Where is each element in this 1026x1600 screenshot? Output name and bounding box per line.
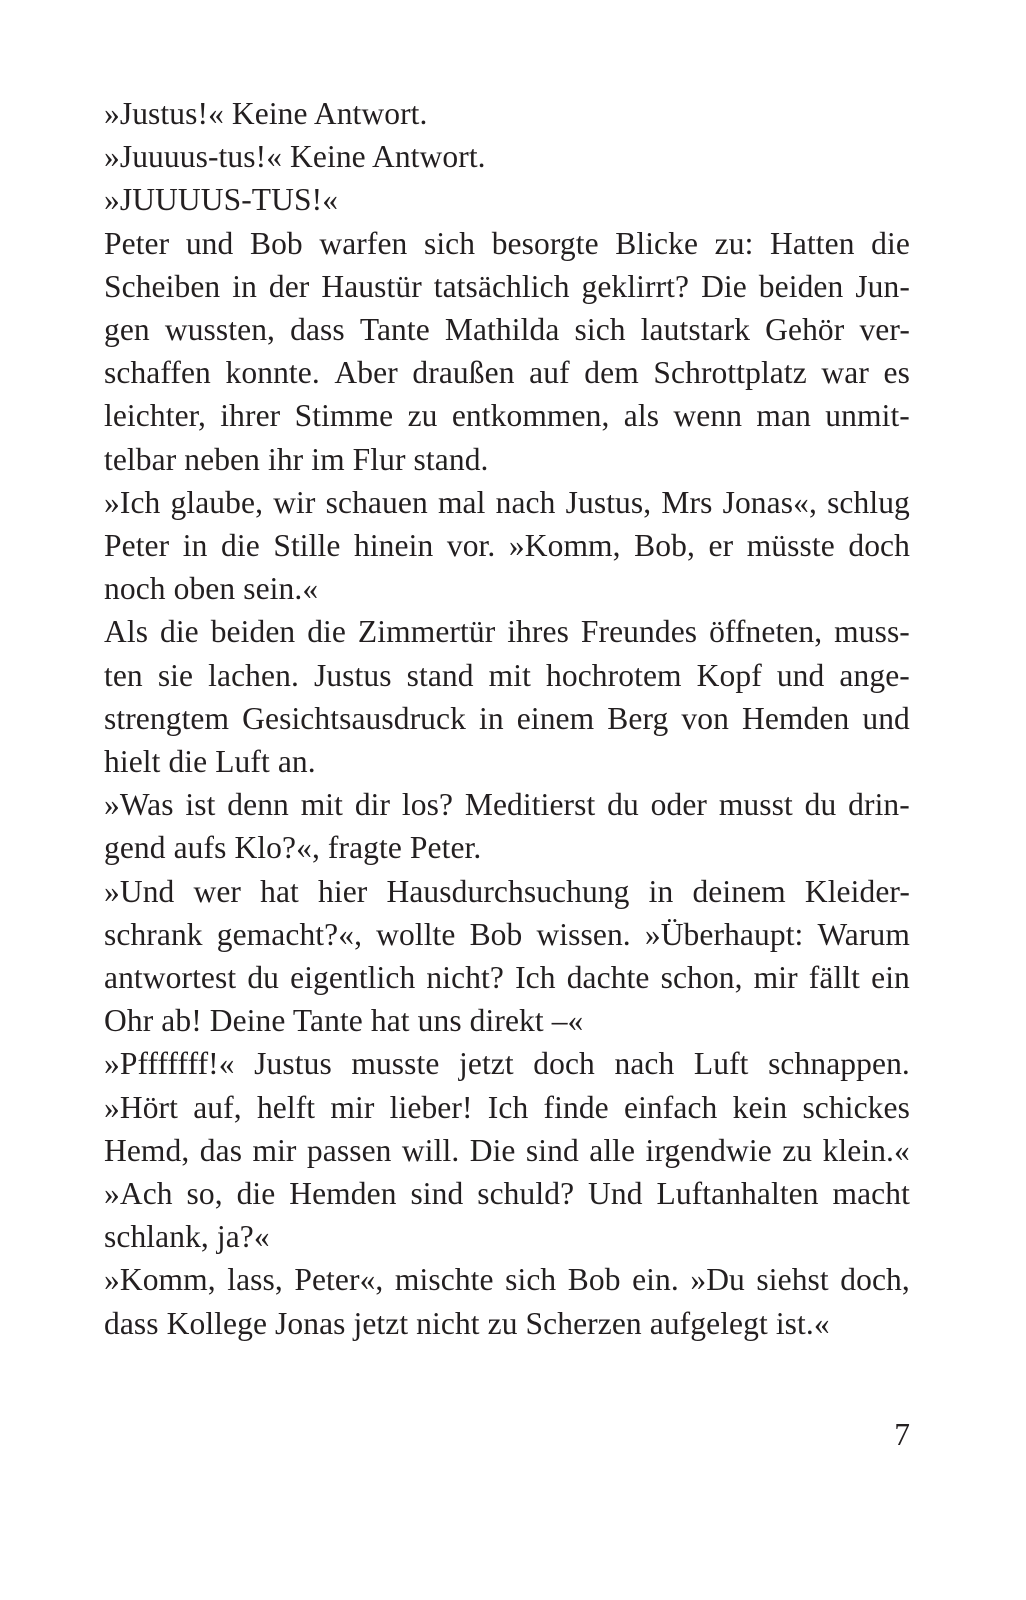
word: man <box>756 398 811 434</box>
word: Gehör <box>765 312 845 348</box>
word: helft <box>256 1089 316 1125</box>
word: klein.« <box>822 1132 910 1168</box>
text-line <box>104 1172 910 1215</box>
word: mir <box>753 960 798 996</box>
word: stand <box>406 657 474 693</box>
word: Ich <box>515 960 556 996</box>
word: finde <box>543 1089 609 1125</box>
word: beiden <box>210 614 296 650</box>
word: Peter«, <box>294 1262 384 1298</box>
word: der <box>268 268 310 304</box>
word: Zimmertür <box>357 614 496 650</box>
word: Justus <box>254 1046 332 1082</box>
word: schauen <box>325 484 428 520</box>
word: Freundes <box>580 614 698 650</box>
word: und <box>776 657 825 693</box>
text-line: hielt die Luft an. <box>104 744 316 780</box>
text-line <box>104 870 910 913</box>
text-line <box>104 1258 910 1301</box>
word: schaffen <box>104 355 211 391</box>
word: »Komm, <box>104 1262 216 1298</box>
word: Luftanhalten <box>656 1176 819 1212</box>
word: gen <box>104 312 150 348</box>
word: auf <box>529 355 570 391</box>
word: mir <box>330 1089 375 1125</box>
word: schon, <box>660 960 743 996</box>
word: mir <box>252 1132 297 1168</box>
word: du <box>247 960 280 996</box>
text-line <box>104 697 910 740</box>
word: Bob <box>249 225 303 261</box>
word: nicht? <box>426 960 504 996</box>
word: die <box>221 528 260 564</box>
word: Hemden <box>289 1176 397 1212</box>
text-line: »Juuuus-tus!« Keine Antwort. <box>104 139 486 175</box>
word: dir <box>354 787 391 823</box>
word: doch <box>533 1046 595 1082</box>
word: Jun- <box>855 268 910 304</box>
word: »Ich <box>104 484 161 520</box>
text-line <box>104 1042 910 1085</box>
word: muss- <box>834 614 910 650</box>
word: »Hört <box>104 1089 178 1125</box>
word: in <box>648 873 674 909</box>
word: musst <box>718 787 793 823</box>
word: Als <box>104 614 149 650</box>
word: zu <box>782 1132 813 1168</box>
word: tatsächlich <box>433 268 570 304</box>
word: wer <box>193 873 242 909</box>
word: will. <box>401 1132 460 1168</box>
word: beiden <box>758 268 844 304</box>
word: Scheiben <box>104 268 221 304</box>
word: antwortest <box>104 960 237 996</box>
text-line: schlank, ja?« <box>104 1219 270 1255</box>
word: Peter <box>104 528 170 564</box>
word: schrank <box>104 916 203 952</box>
word: schuld? <box>477 1176 575 1212</box>
word: mischte <box>394 1262 494 1298</box>
word: »Pfffffff!« <box>104 1046 235 1082</box>
word: passen <box>306 1132 392 1168</box>
word: in <box>479 700 504 736</box>
text-line <box>104 956 910 999</box>
word: doch, <box>840 1262 910 1298</box>
word: als <box>623 398 660 434</box>
text-line <box>104 394 910 437</box>
word: wenn <box>673 398 743 434</box>
word: Warum <box>817 916 910 952</box>
word: hat <box>260 873 299 909</box>
word: eigentlich <box>290 960 416 996</box>
word: Die <box>469 1132 516 1168</box>
word: Peter <box>104 225 170 261</box>
word: warfen <box>319 225 408 261</box>
word: sie <box>157 657 194 693</box>
word: Aber <box>334 355 398 391</box>
word: ihrer <box>220 398 281 434</box>
text-line <box>104 610 910 653</box>
word: sich <box>574 312 626 348</box>
text-line: »Justus!« Keine Antwort. <box>104 96 428 131</box>
word: in <box>182 528 208 564</box>
word: macht <box>832 1176 910 1212</box>
word: musste <box>351 1046 440 1082</box>
text-line <box>104 265 910 308</box>
word: zu <box>407 398 438 434</box>
text-line <box>104 1086 910 1129</box>
word: drin- <box>848 787 910 823</box>
word: einem <box>516 700 595 736</box>
word: Blicke <box>615 225 699 261</box>
word: auf, <box>193 1089 242 1125</box>
word: vor. <box>446 528 496 564</box>
word: es <box>883 355 910 391</box>
word: denn <box>227 787 289 823</box>
word: hochrotem <box>546 657 682 693</box>
word: glaube, <box>170 484 264 520</box>
word: und <box>862 700 910 736</box>
word: hier <box>318 873 368 909</box>
text-line <box>104 222 910 265</box>
word: sich <box>505 1262 557 1298</box>
word: Stille <box>273 528 341 564</box>
word: du <box>804 787 837 823</box>
word: Hemd, <box>104 1132 190 1168</box>
word: die <box>159 614 199 650</box>
word: nach <box>614 1046 675 1082</box>
word: ange- <box>839 657 910 693</box>
word: Hemden <box>742 700 850 736</box>
word: »Überhaupt: <box>644 916 804 952</box>
word: Berg <box>607 700 669 736</box>
word: deinem <box>692 873 786 909</box>
word: und <box>185 225 234 261</box>
word: so, <box>186 1176 223 1212</box>
word: dachte <box>566 960 650 996</box>
word: dem <box>584 355 639 391</box>
text-line: gend aufs Klo?«, fragte Peter. <box>104 830 482 866</box>
word: wussten, <box>164 312 276 348</box>
word: ein. <box>632 1262 679 1298</box>
word: Mathilda <box>444 312 560 348</box>
word: schickes <box>802 1089 910 1125</box>
word: Hausdurchsuchung <box>386 873 630 909</box>
word: Gesichtsausdruck <box>242 700 466 736</box>
word: lachen. <box>208 657 299 693</box>
word: nach <box>495 484 556 520</box>
word: unmit- <box>825 398 910 434</box>
word: entkommen, <box>451 398 610 434</box>
text-line: telbar neben ihr im Flur stand. <box>104 441 489 477</box>
text-line: Ohr ab! Deine Tante hat uns direkt –« <box>104 1003 584 1039</box>
word: Justus, <box>565 484 652 520</box>
word: »Du <box>690 1262 745 1298</box>
word: Bob <box>567 1262 621 1298</box>
word: irgendwie <box>645 1132 772 1168</box>
page-number: 7 <box>894 1417 910 1452</box>
word: in <box>232 268 257 304</box>
word: dass <box>290 312 345 348</box>
word: strengtem <box>104 700 230 736</box>
word: müsste <box>746 528 835 564</box>
text-line <box>104 783 910 826</box>
word: ist <box>185 787 216 823</box>
word: schlug <box>827 484 910 520</box>
word: Bob, <box>634 528 695 564</box>
word: ihres <box>507 614 569 650</box>
word: Kopf <box>696 657 762 693</box>
word: wollte <box>376 916 456 952</box>
word: mit <box>300 787 344 823</box>
word: siehst <box>756 1262 829 1298</box>
word: »Komm, <box>508 528 621 564</box>
word: Haustür <box>321 268 422 304</box>
word: oder <box>650 787 708 823</box>
word: das <box>199 1132 243 1168</box>
word: lautstark <box>640 312 751 348</box>
text-line <box>104 308 910 351</box>
word: lass, <box>227 1262 283 1298</box>
word: zu: <box>714 225 754 261</box>
word: Luft <box>693 1046 749 1082</box>
text-line <box>104 524 910 567</box>
word: Und <box>588 1176 643 1212</box>
word: Stimme <box>294 398 394 434</box>
word: doch <box>848 528 910 564</box>
word: Justus <box>313 657 392 693</box>
word: draußen <box>412 355 515 391</box>
word: ten <box>104 657 143 693</box>
word: »Ach <box>104 1176 173 1212</box>
word: alle <box>589 1132 636 1168</box>
word: Schrottplatz <box>653 355 807 391</box>
word: du <box>607 787 639 823</box>
word: die <box>307 614 346 650</box>
word: Kleider- <box>804 873 910 909</box>
text-line: noch oben sein.« <box>104 571 319 607</box>
word: Ich <box>487 1089 529 1125</box>
word: los? <box>401 787 454 823</box>
word: wissen. <box>536 916 631 952</box>
word: gemacht?«, <box>216 916 363 952</box>
word: »Was <box>104 787 174 823</box>
word: Die <box>701 268 747 304</box>
word: lieber! <box>389 1089 473 1125</box>
word: Hatten <box>770 225 855 261</box>
word: mal <box>437 484 486 520</box>
word: besorgte <box>491 225 599 261</box>
word: »Und <box>104 873 175 909</box>
word: konnte. <box>225 355 320 391</box>
text-line: dass Kollege Jonas jetzt nicht zu Scherzen aufgelegt ist.« <box>104 1305 830 1341</box>
body-text <box>104 92 910 1345</box>
text-line <box>104 913 910 956</box>
word: geklirrt? <box>581 268 690 304</box>
word: die <box>236 1176 276 1212</box>
word: von <box>681 700 729 736</box>
word: ein <box>871 960 910 996</box>
word: leichter, <box>104 398 206 434</box>
word: Bob <box>469 916 523 952</box>
word: Mrs <box>661 484 713 520</box>
word: war <box>821 355 869 391</box>
word: öffneten, <box>709 614 823 650</box>
word: Jonas«, <box>722 484 817 520</box>
word: mit <box>488 657 531 693</box>
word: ver- <box>859 312 910 348</box>
word: jetzt <box>459 1046 514 1082</box>
word: sind <box>410 1176 464 1212</box>
word: Meditierst <box>464 787 596 823</box>
word: fällt <box>808 960 861 996</box>
word: wir <box>273 484 316 520</box>
word: kein <box>732 1089 788 1125</box>
word: sich <box>423 225 476 261</box>
text-line: »JUUUUS-TUS!« <box>104 182 339 218</box>
word: Tante <box>359 312 430 348</box>
word: sind <box>525 1132 579 1168</box>
text-line <box>104 654 910 697</box>
word: die <box>871 225 910 261</box>
word: hinein <box>353 528 434 564</box>
word: schnappen. <box>768 1046 910 1082</box>
word: er <box>708 528 734 564</box>
text-line <box>104 1129 910 1172</box>
text-line <box>104 481 910 524</box>
word: einfach <box>623 1089 718 1125</box>
text-line <box>104 351 910 394</box>
